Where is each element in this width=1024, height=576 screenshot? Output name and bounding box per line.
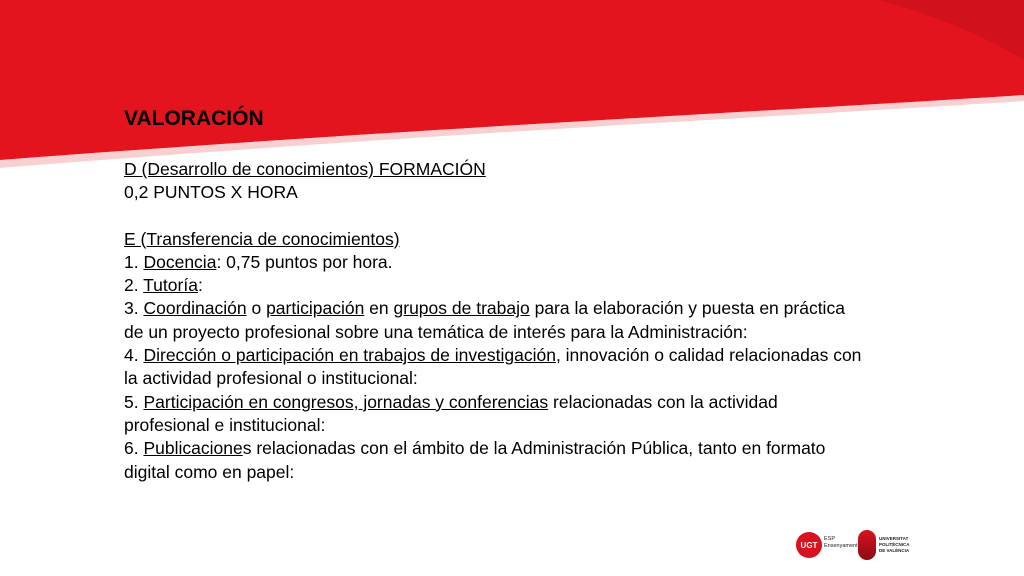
slide-content — [124, 106, 864, 484]
ugt-logo-text: ESP Ensenyament — [824, 536, 858, 549]
section-d-line: 0,2 PUNTOS X HORA — [124, 182, 298, 203]
upv-logo-text: UNIVERSITAT POLITÈCNICA DE VALÈNCIA — [879, 536, 910, 553]
slide-title: VALORACIÓN — [124, 107, 264, 130]
list-item: 6. Publicaciones relacionadas con el ámbito de la Administración Pública, tanto en formato digital como en papel: — [124, 438, 826, 482]
list-item: 2. Tutoría: — [124, 275, 203, 296]
section-d-heading: D (Desarrollo de conocimientos) FORMACIÓN — [124, 159, 486, 179]
list-item: 4. Dirección o participación en trabajos de investigación, innovación o calidad relacionadas con la actividad profesional o institucional: — [124, 345, 862, 389]
ugt-logo: UGT — [796, 532, 822, 558]
footer-logos — [796, 530, 910, 562]
list-item: 1. Docencia: 0,75 puntos por hora. — [124, 251, 393, 272]
list-item: 5. Participación en congresos, jornadas y conferencias relacionadas con la actividad profesional e institucional: — [124, 391, 778, 435]
list-item: 3. Coordinación o participación en grupos de trabajo para la elaboración y puesta en práctica de un proyecto profesional sobre una temática de interés para la Administración: — [124, 298, 845, 342]
upv-logo-mark — [858, 530, 876, 560]
section-e-heading: E (Transferencia de conocimientos) — [124, 228, 400, 249]
